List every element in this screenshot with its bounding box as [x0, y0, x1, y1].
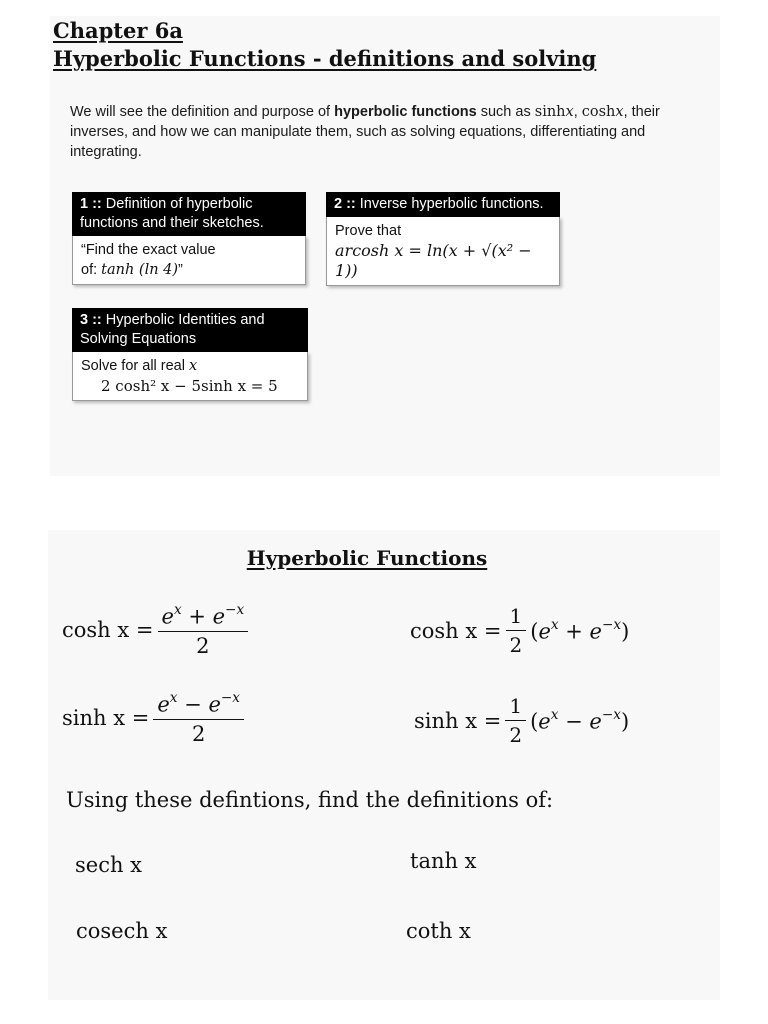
card-body-expression: arcosh x = ln(x + √(x² − 1)) — [335, 241, 532, 280]
sinh-lhs: sinh x = — [414, 708, 502, 733]
card-heading — [72, 308, 308, 352]
card-body-line — [81, 356, 299, 376]
exercise-prompt: Using these defintions, find the definitions of: — [66, 788, 554, 812]
cosh-definition-half — [410, 604, 629, 657]
function-sech: sech x — [75, 853, 143, 877]
intro-cosh: cosh — [581, 104, 616, 120]
chapter-title: Hyperbolic Functions - definitions and solving — [53, 46, 597, 71]
intro-comma: , — [573, 104, 582, 120]
card-body-expression: 2 cosh² x − 5sinh x = 5 — [101, 377, 278, 395]
intro-paragraph — [70, 102, 710, 162]
intro-sinh: sinh — [534, 104, 566, 120]
card-heading-text: Inverse hyperbolic functions. — [355, 196, 544, 212]
topic-card-3 — [72, 308, 308, 401]
sinh-definition-half — [414, 694, 629, 747]
cosh-lhs: cosh x = — [410, 618, 502, 643]
sinh-definition-fraction — [62, 690, 248, 746]
card-number: 3 :: — [80, 312, 102, 328]
function-tanh: tanh x — [410, 849, 477, 873]
card-number: 2 :: — [334, 196, 356, 212]
card-body-line — [81, 260, 297, 280]
bracket-expression: $(e^x + e^{-x})$ — [530, 617, 630, 644]
intro-text-2: such as — [476, 104, 535, 120]
card-body-text: Solve for all real — [81, 358, 189, 374]
intro-var-2: x — [615, 104, 624, 120]
card-heading-text: Definition of hyperbolic functions and their sketches. — [80, 196, 264, 231]
card-body — [72, 236, 306, 285]
half-fraction: $\frac{1}{2}$ — [505, 694, 526, 747]
denominator: 2 — [196, 633, 210, 658]
intro-bold: hyperbolic functions — [334, 104, 477, 120]
card-heading — [326, 192, 560, 217]
fraction — [158, 602, 249, 658]
card-body-suffix: ” — [178, 262, 183, 278]
card-heading-text: Hyperbolic Identities and Solving Equations — [80, 312, 265, 347]
topic-card-2 — [326, 192, 560, 286]
cosh-definition-fraction — [62, 602, 252, 658]
card-body — [72, 352, 308, 401]
card-body-expression: tanh (ln 4) — [101, 262, 179, 278]
fraction — [153, 690, 244, 746]
card-body — [326, 217, 560, 286]
sinh-lhs: sinh x = — [62, 705, 150, 730]
topic-card-1 — [72, 192, 306, 285]
chapter-label: Chapter 6a — [53, 18, 183, 43]
bracket-expression: $(e^x - e^{-x})$ — [530, 707, 630, 734]
card-body-line: “Find the exact value — [81, 242, 216, 258]
intro-var-1: x — [565, 104, 574, 120]
intro-text-3: , their inverses, and how we can manipulate them, such as solving equations, differentiating and integrating. — [70, 104, 660, 160]
card-number: 1 :: — [80, 196, 102, 212]
intro-text-1: We will see the definition and purpose of — [70, 104, 335, 120]
denominator: 2 — [191, 721, 206, 746]
numerator: $e^x + e^{-x}$ — [158, 602, 249, 632]
function-coth: coth x — [406, 919, 471, 943]
card-body-line: Prove that — [335, 223, 402, 239]
card-body-prefix: of: — [81, 262, 102, 278]
numerator: $e^x - e^{-x}$ — [153, 690, 244, 720]
function-cosech: cosech x — [76, 919, 168, 943]
section-title: Hyperbolic Functions — [246, 546, 488, 570]
card-heading — [72, 192, 306, 236]
half-fraction: $\frac{1}{2}$ — [506, 604, 527, 657]
cosh-lhs: cosh x = — [62, 617, 154, 642]
card-body-var: x — [189, 358, 198, 374]
